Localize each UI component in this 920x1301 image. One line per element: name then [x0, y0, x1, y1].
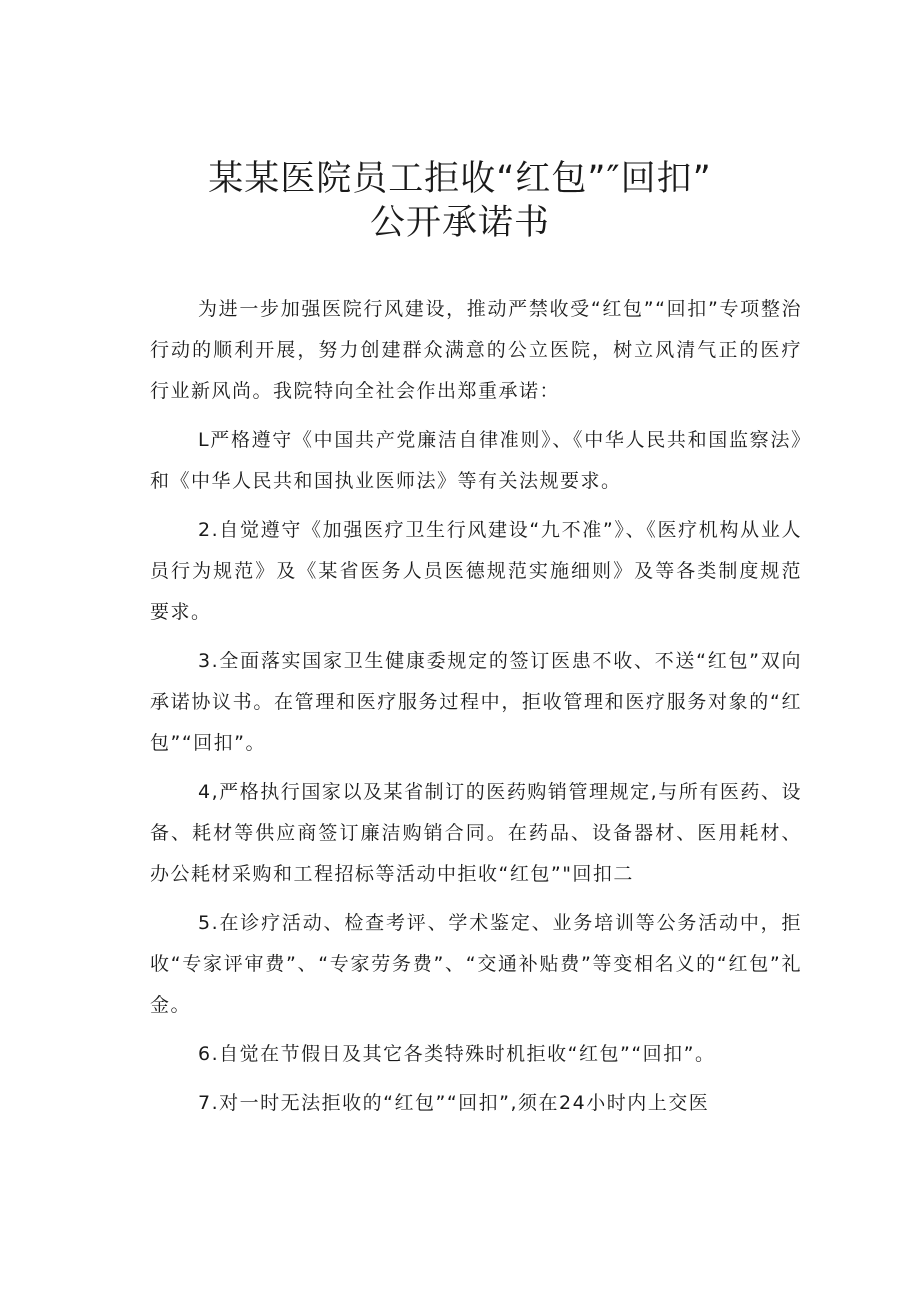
commitment-item-1: L严格遵守《中国共产党廉洁自律准则》、《中华人民共和国监察法》和《中华人民共和国执业医师法》等有关法规要求。 — [150, 429, 802, 492]
commitment-item-6: 6.自觉在节假日及其它各类特殊时机拒收“红包”“回扣”。 — [198, 1043, 716, 1065]
document-title-line-1: 某某医院员工拒收“红包”″回扣” — [208, 159, 712, 199]
intro-paragraph: 为进一步加强医院行风建设，推动严禁收受“红包”“回扣”专项整治行动的顺利开展，努力创建群众满意的公立医院，树立风清气正的医疗行业新风尚。我院特向全社会作出郑重承诺： — [150, 298, 802, 402]
commitment-item-3: 3.全面落实国家卫生健康委规定的签订医患不收、不送“红包”双向承诺协议书。在管理和医疗服务过程中，拒收管理和医疗服务对象的“红包”“回扣”。 — [150, 650, 802, 754]
commitment-item-5: 5.在诊疗活动、检查考评、学术鉴定、业务培训等公务活动中，拒收“专家评审费”、“专家劳务费”、“交通补贴费”等变相名义的“红包”礼金。 — [150, 912, 802, 1016]
commitment-item-7: 7.对一时无法拒收的“红包”“回扣”,须在24小时内上交医 — [198, 1092, 710, 1114]
document-title-line-2: 公开承诺书 — [369, 203, 550, 243]
commitment-item-4: 4,严格执行国家以及某省制订的医药购销管理规定,与所有医药、设备、耗材等供应商签订廉洁购销合同。在药品、设备器材、医用耗材、办公耗材采购和工程招标等活动中拒收“红包”"回扣二 — [150, 781, 802, 885]
commitment-item-2: 2.自觉遵守《加强医疗卫生行风建设“九不准”》、《医疗机构从业人员行为规范》及《某省医务人员医德规范实施细则》及等各类制度规范要求。 — [150, 519, 802, 623]
document-body — [150, 289, 802, 1132]
